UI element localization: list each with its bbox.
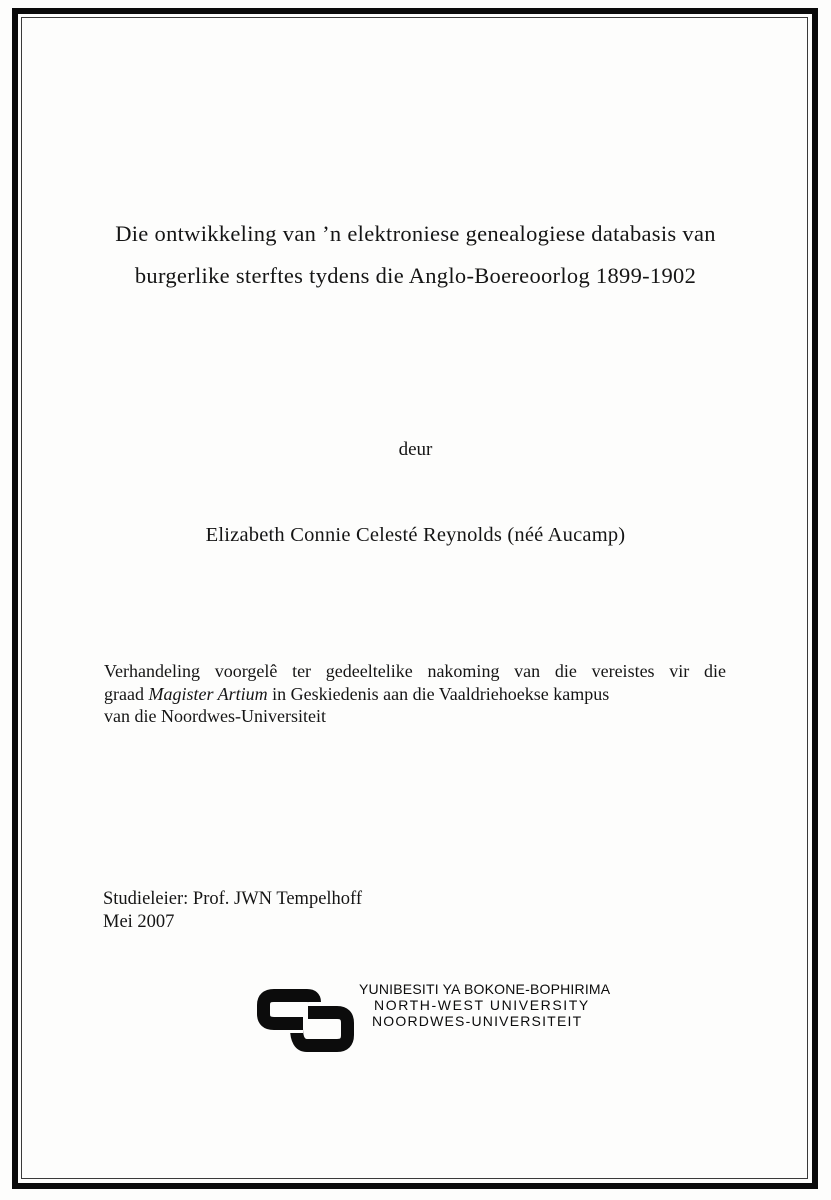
university-logo xyxy=(257,980,610,1054)
degree-name: Magister Artium xyxy=(148,683,268,704)
supervisor-block xyxy=(103,888,362,934)
degree-statement-line-3: van die Noordwes-Universiteit xyxy=(104,706,326,726)
author-name: Elizabeth Connie Celesté Reynolds (néé Aucamp) xyxy=(205,524,626,546)
degree-statement-line2-pre: graad xyxy=(104,683,149,704)
supervisor-line: Studieleier: Prof. JWN Tempelhoff xyxy=(103,889,363,909)
logo-text-afrikaans: NOORDWES-UNIVERSITEIT xyxy=(372,1013,583,1029)
degree-statement xyxy=(104,660,726,728)
byline: deur xyxy=(398,439,433,460)
logo-text-setswana: YUNIBESITI YA BOKONE-BOPHIRIMA xyxy=(359,981,611,997)
thesis-title xyxy=(60,213,771,297)
degree-statement-line2-post: in Geskiedenis aan die Vaaldriehoekse kampus xyxy=(267,683,610,704)
date-line: Mei 2007 xyxy=(103,912,175,932)
degree-statement-line-1: Verhandeling voorgelê ter gedeeltelike nakoming van die vereistes vir die xyxy=(104,661,726,681)
university-logo-text xyxy=(359,981,610,1029)
thesis-title-line-1: Die ontwikkeling van ’n elektroniese genealogiese databasis van xyxy=(115,221,716,246)
interlocked-links-logo-icon xyxy=(257,982,355,1054)
thesis-title-line-2: burgerlike sterftes tydens die Anglo-Boereoorlog 1899-1902 xyxy=(134,263,697,288)
logo-text-english: NORTH-WEST UNIVERSITY xyxy=(374,997,590,1013)
degree-statement-line-2 xyxy=(104,683,726,706)
